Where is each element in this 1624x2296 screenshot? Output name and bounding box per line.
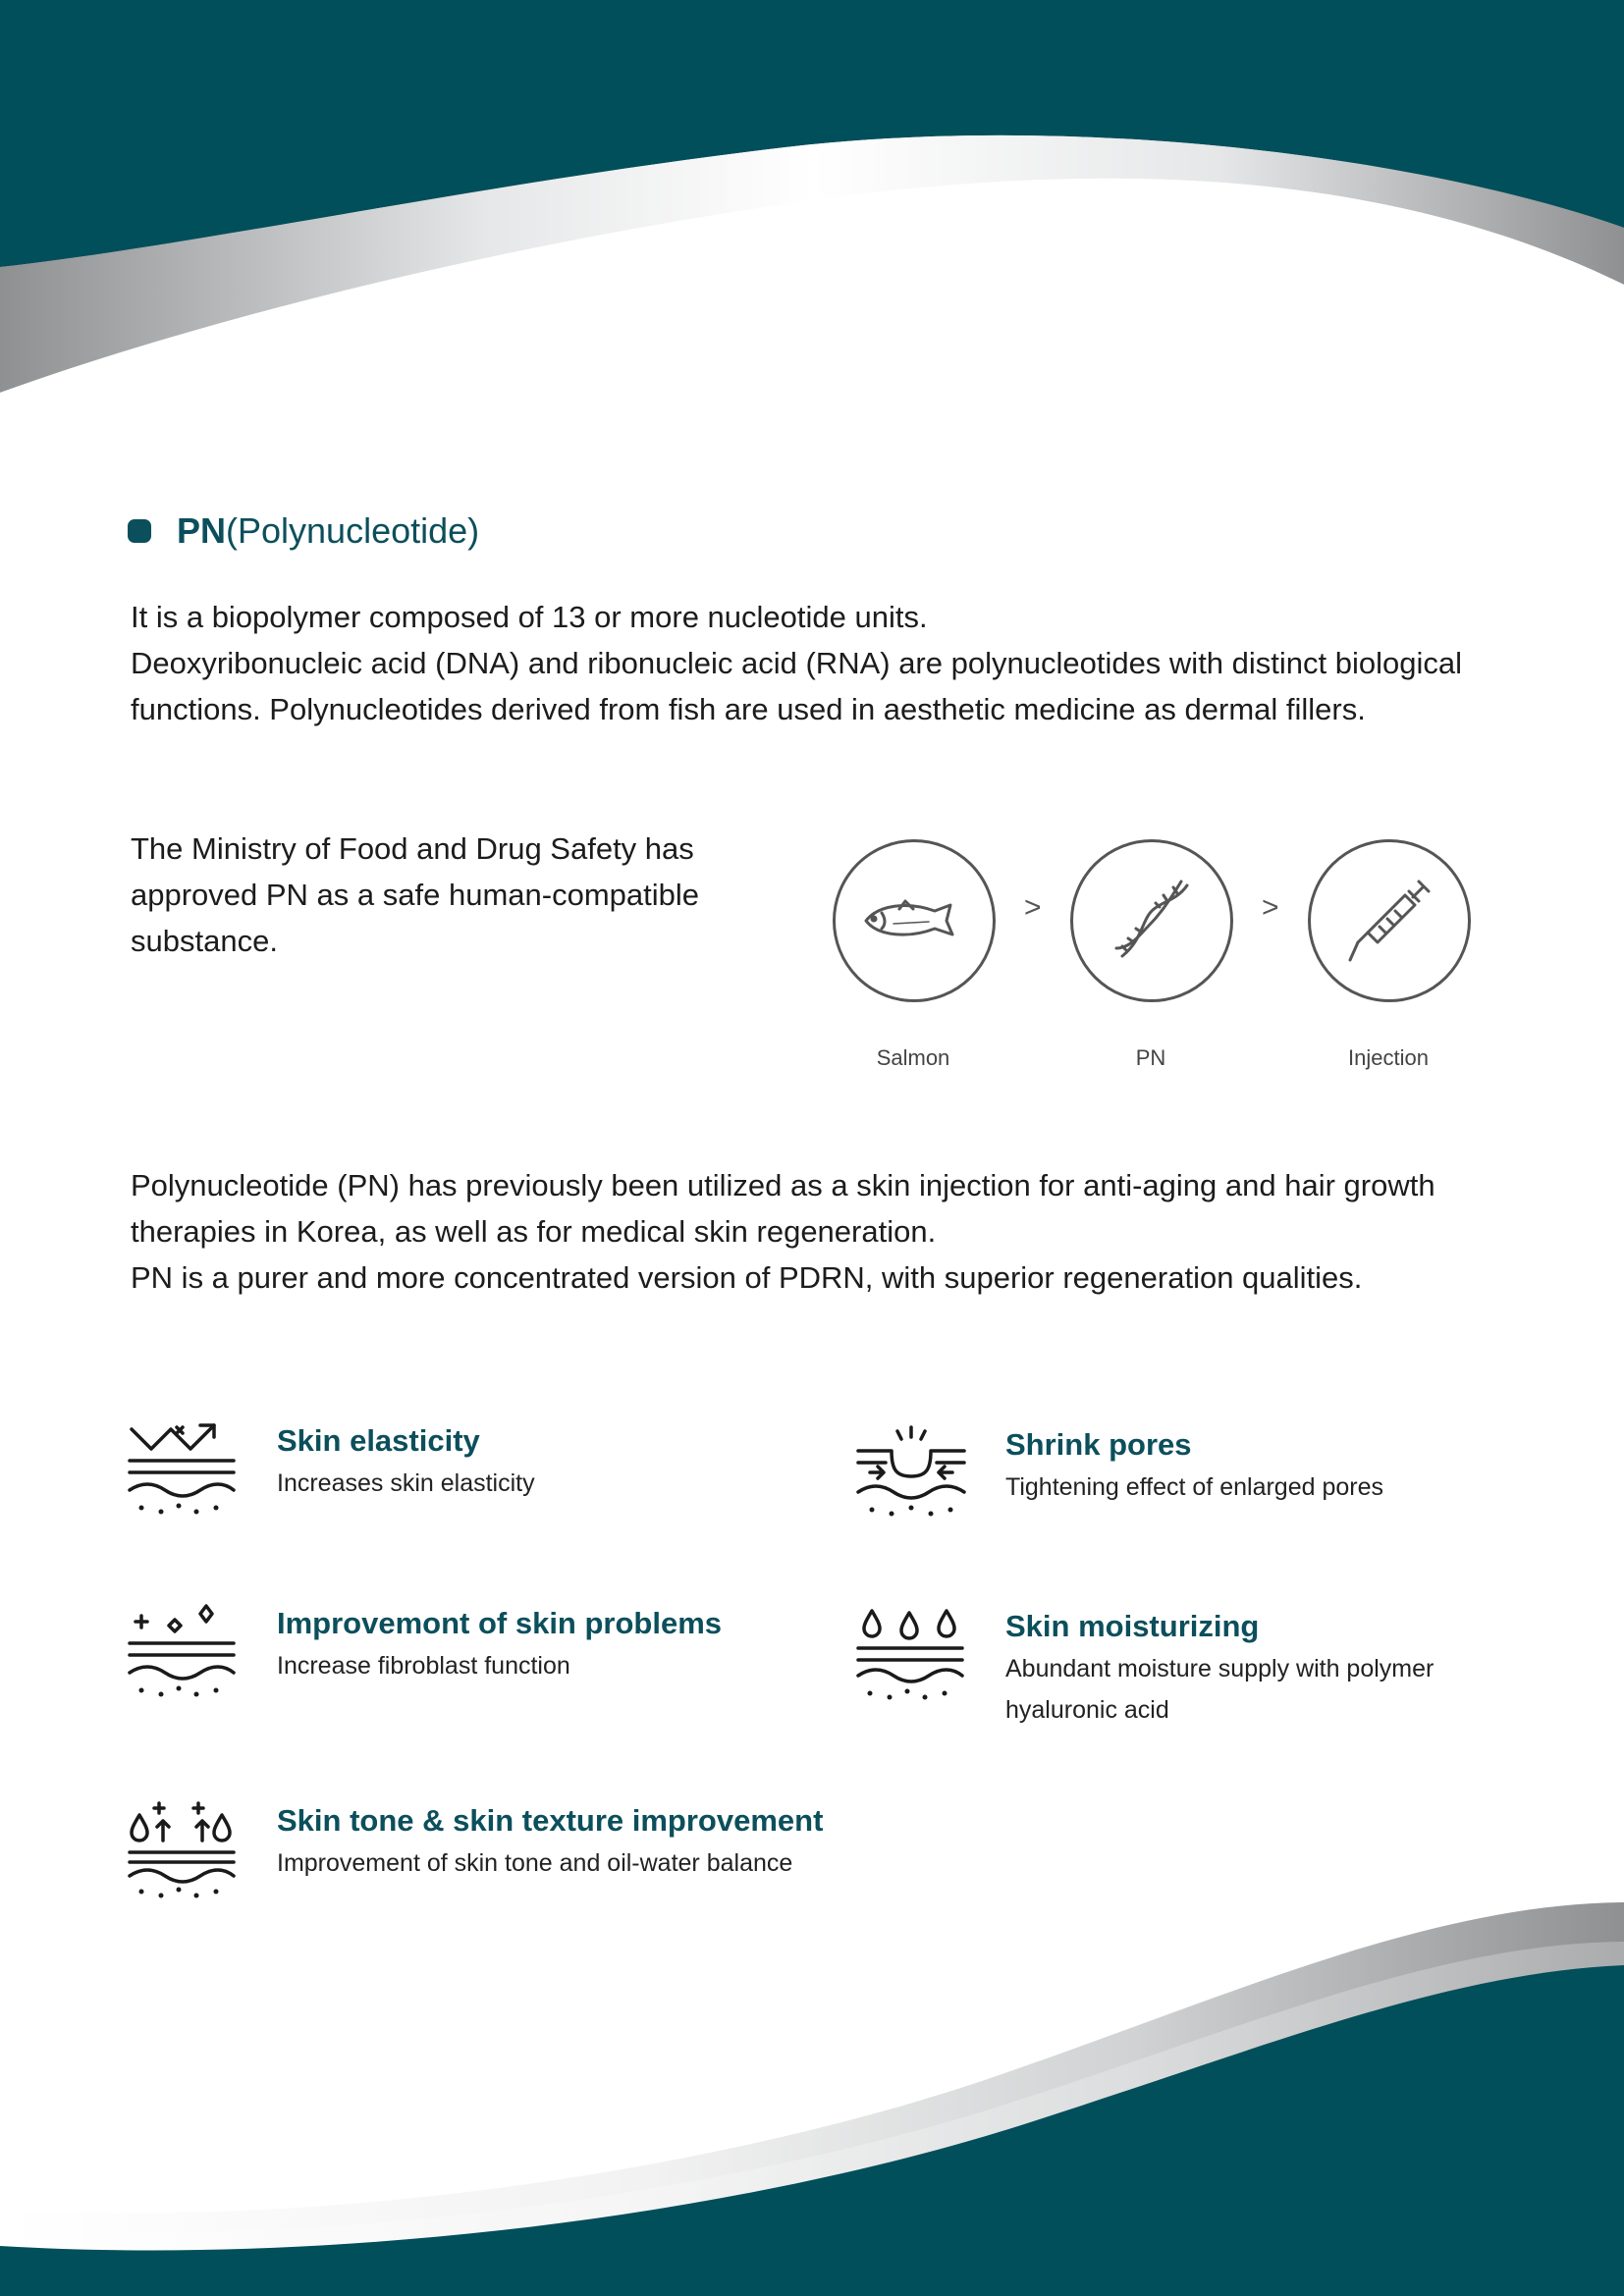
ministry-text: The Ministry of Food and Drug Safety has approved PN as a safe human-compatible substance. — [131, 831, 699, 958]
top-wave-decoration — [0, 0, 1624, 412]
benefit-title: Shrink pores — [1005, 1427, 1192, 1462]
heading-rest: (Polynucleotide) — [226, 510, 480, 551]
ministry-paragraph — [131, 826, 779, 964]
benefit-desc: Improvement of skin tone and oil-water balance — [277, 1849, 793, 1877]
intro-line-1: It is a biopolymer composed of 13 or more nucleotide units. — [131, 600, 928, 634]
process-step-salmon — [833, 839, 994, 1071]
process-step-pn — [1070, 839, 1231, 1071]
benefit-skin-moisturizing — [856, 1607, 1516, 1731]
benefit-skin-elasticity — [128, 1421, 535, 1520]
shrink-pores-icon — [856, 1425, 966, 1523]
benefit-skin-problems — [128, 1604, 722, 1702]
benefit-title: Improvemont of skin problems — [277, 1606, 723, 1640]
intro-paragraph — [131, 594, 1535, 732]
skin-problems-icon — [128, 1604, 238, 1702]
process-label-salmon: Salmon — [876, 1045, 950, 1070]
process-arrow: > — [1024, 891, 1042, 924]
benefit-desc: Abundant moisture supply with polymer hyaluronic acid — [1005, 1655, 1435, 1724]
usage-line-1: Polynucleotide (PN) has previously been utilized as a skin injection for anti-aging and hair growth therapies in Korea, as well as for medical skin regeneration. — [131, 1168, 1435, 1249]
benefit-desc: Increases skin elasticity — [277, 1469, 535, 1497]
intro-line-2: Deoxyribonucleic acid (DNA) and ribonucleic acid (RNA) are polynucleotides with distinct biological functions. Polynucleotides derived from fish are used in aesthetic medicine as dermal fillers. — [131, 646, 1463, 726]
process-arrow: > — [1262, 891, 1279, 924]
bottom-wave-decoration — [0, 1885, 1624, 2296]
benefit-desc: Increase fibroblast function — [277, 1652, 570, 1680]
heading-strong: PN — [177, 510, 227, 551]
salmon-icon — [833, 839, 996, 1002]
benefit-desc: Tightening effect of enlarged pores — [1005, 1473, 1383, 1501]
dna-icon — [1070, 839, 1233, 1002]
usage-paragraph — [131, 1162, 1544, 1301]
benefit-title: Skin tone & skin texture improvement — [277, 1803, 824, 1838]
process-label-pn: PN — [1135, 1045, 1166, 1070]
skin-moisturizing-icon — [856, 1607, 966, 1705]
process-label-injection: Injection — [1348, 1045, 1429, 1070]
heading-bullet — [128, 519, 151, 543]
usage-line-2: PN is a purer and more concentrated version of PDRN, with superior regeneration qualities. — [131, 1260, 1363, 1295]
syringe-icon — [1308, 839, 1471, 1002]
process-step-injection — [1308, 839, 1469, 1071]
benefit-title: Skin elasticity — [277, 1423, 480, 1458]
benefit-title: Skin moisturizing — [1005, 1609, 1260, 1643]
section-heading — [128, 510, 479, 552]
skin-elasticity-icon — [128, 1421, 238, 1520]
benefit-shrink-pores — [856, 1425, 1383, 1523]
